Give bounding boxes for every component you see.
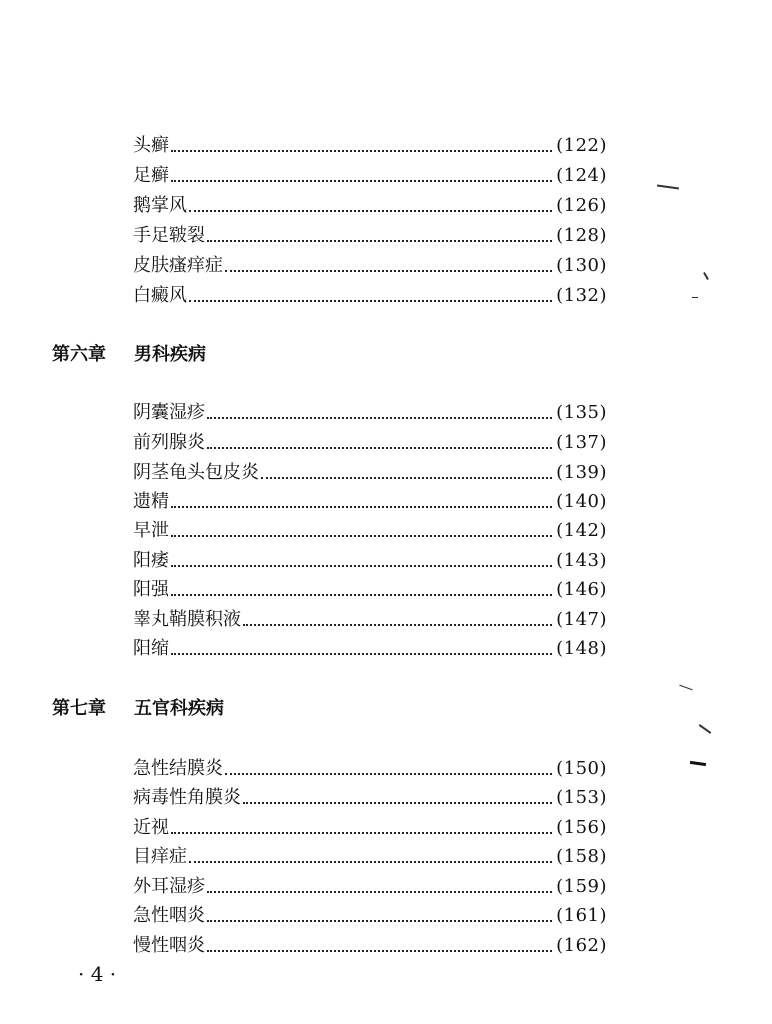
entry-title: 外耳湿疹 [133,876,205,897]
chapter-heading [52,694,224,720]
toc-entry [133,929,607,957]
entry-title: 足癣 [133,165,169,186]
entry-title: 早泄 [133,520,169,541]
entry-title: 鹅掌风 [133,195,187,216]
leader-dots [207,891,552,893]
scan-speck [692,297,698,298]
leader-dots [207,417,552,419]
leader-dots [171,653,552,655]
entry-page: (162) [556,935,607,956]
toc-entry [133,632,607,660]
entry-page: (142) [556,520,607,541]
toc-entry [133,603,607,631]
entry-page: (140) [556,491,607,512]
entry-title: 慢性咽炎 [133,935,205,956]
entry-page: (158) [556,846,607,867]
toc-entry [133,752,607,780]
entry-page: (146) [556,579,607,600]
entry-title: 急性结膜炎 [133,758,223,779]
toc-entry [133,396,607,424]
entry-page: (148) [556,638,607,659]
entry-title: 白癜风 [133,285,187,306]
entry-title: 阳痿 [133,550,169,571]
toc-entry [133,249,607,277]
entry-title: 阴茎龟头包皮炎 [133,462,259,483]
entry-title: 急性咽炎 [133,905,205,926]
entry-page: (159) [556,876,607,897]
entry-page: (126) [556,195,607,216]
entry-title: 皮肤瘙痒症 [133,255,223,276]
entry-title: 目痒症 [133,846,187,867]
leader-dots [171,180,552,182]
entry-title: 睾丸鞘膜积液 [133,609,241,630]
chapter-number: 第七章 [52,698,106,719]
entry-page: (135) [556,402,607,423]
leader-dots [189,300,552,302]
entry-page: (139) [556,462,607,483]
entry-page: (130) [556,255,607,276]
chapter-title: 男科疾病 [134,344,206,365]
entry-title: 头癣 [133,135,169,156]
leader-dots [243,624,552,626]
toc-entry [133,840,607,868]
leader-dots [171,594,552,596]
toc-entry [133,870,607,898]
leader-dots [243,802,552,804]
toc-entry [133,899,607,927]
leader-dots [207,920,552,922]
toc-entry [133,811,607,839]
leader-dots [207,950,552,952]
leader-dots [207,240,552,242]
scan-speck [703,272,709,280]
entry-title: 病毒性角膜炎 [133,787,241,808]
page-number: · 4 · [78,962,117,986]
scan-speck [679,685,692,691]
toc-entry [133,544,607,572]
leader-dots [189,861,552,863]
leader-dots [261,477,552,479]
chapter-title: 五官科疾病 [134,698,224,719]
toc-entry [133,159,607,187]
scan-speck [690,761,706,766]
scan-speck [657,184,679,189]
leader-dots [225,773,552,775]
entry-page: (161) [556,905,607,926]
entry-title: 阴囊湿疹 [133,402,205,423]
leader-dots [189,210,552,212]
toc-entry [133,781,607,809]
entry-title: 前列腺炎 [133,432,205,453]
entry-page: (153) [556,787,607,808]
entry-page: (147) [556,609,607,630]
leader-dots [171,506,552,508]
leader-dots [171,565,552,567]
toc-entry [133,219,607,247]
entry-title: 阳强 [133,579,169,600]
entry-page: (122) [556,135,607,156]
scan-speck [699,724,712,734]
toc-entry [133,426,607,454]
chapter-heading [52,340,206,366]
toc-entry [133,129,607,157]
entry-page: (150) [556,758,607,779]
entry-page: (156) [556,817,607,838]
toc-entry [133,189,607,217]
toc-entry [133,573,607,601]
entry-page: (137) [556,432,607,453]
entry-title: 阳缩 [133,638,169,659]
entry-title: 手足皲裂 [133,225,205,246]
leader-dots [171,150,552,152]
entry-page: (128) [556,225,607,246]
toc-entry [133,514,607,542]
leader-dots [171,535,552,537]
leader-dots [171,832,552,834]
leader-dots [207,447,552,449]
toc-entry [133,456,607,484]
entry-page: (132) [556,285,607,306]
leader-dots [225,270,552,272]
entry-title: 近视 [133,817,169,838]
entry-page: (124) [556,165,607,186]
toc-entry [133,485,607,513]
entry-page: (143) [556,550,607,571]
entry-title: 遗精 [133,491,169,512]
chapter-number: 第六章 [52,344,106,365]
toc-entry [133,279,607,307]
